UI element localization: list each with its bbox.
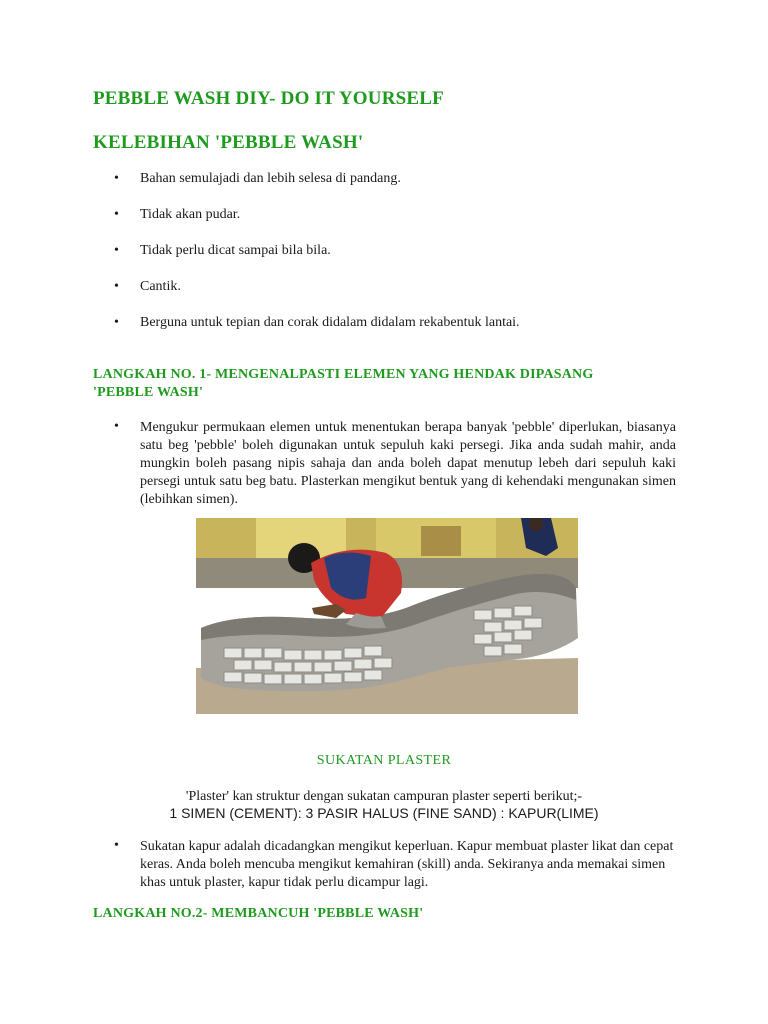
benefits-list — [0, 168, 768, 348]
plaster-note: Sukatan kapur adalah dicadangkan mengikut keperluan. Kapur membuat plaster likat dan cepat keras. Anda boleh mencuba mengikut kemahiran (skill) anda. Sekiranya anda memakai simen khas untuk plaster, kapur tidak perlu dicampur lagi. — [140, 839, 674, 890]
plaster-instruction: 'Plaster' kan struktur dengan sukatan campuran plaster seperti berikut;- — [185, 789, 583, 804]
list-item — [0, 240, 768, 276]
benefit-text: Tidak perlu dicat sampai bila bila. — [140, 243, 331, 258]
benefit-text: Tidak akan pudar. — [140, 207, 241, 222]
page-title: PEBBLE WASH DIY- DO IT YOURSELF — [93, 88, 444, 109]
list-item — [0, 312, 768, 348]
bullet-icon: • — [114, 171, 119, 186]
benefits-heading: KELEBIHAN 'PEBBLE WASH' — [93, 132, 364, 153]
bullet-icon: • — [114, 279, 119, 294]
list-item — [0, 168, 768, 204]
list-item — [0, 276, 768, 312]
bullet-icon: • — [114, 838, 119, 853]
benefit-text: Cantik. — [140, 279, 181, 294]
construction-photo — [196, 518, 578, 714]
bullet-icon: • — [114, 243, 119, 258]
step2-heading: LANGKAH NO.2- MEMBANCUH 'PEBBLE WASH' — [93, 906, 424, 921]
bullet-icon: • — [114, 207, 119, 222]
bullet-icon: • — [114, 419, 119, 434]
benefit-text: Berguna untuk tepian dan corak didalam didalam rekabentuk lantai. — [140, 315, 520, 330]
step1-heading: LANGKAH NO. 1- MENGENALPASTI ELEMEN YANG HENDAK DIPASANG 'PEBBLE WASH' — [93, 367, 594, 400]
plaster-ratio: 1 SIMEN (CEMENT): 3 PASIR HALUS (FINE SAND) : KAPUR(LIME) — [169, 805, 599, 821]
benefit-text: Bahan semulajadi dan lebih selesa di pandang. — [140, 171, 401, 186]
bullet-icon: • — [114, 315, 119, 330]
step1-paragraph: Mengukur permukaan elemen untuk menentukan berapa banyak 'pebble' diperlukan, biasanya satu beg 'pebble' boleh digunakan untuk sepuluh kaki persegi. Jika anda sudah mahir, anda mungkin boleh pasang nipis sahaja dan anda boleh dapat menutup lebeh dari sepuluh kaki persegi untuk satu beg batu. Plasterkan mengikut bentuk yang di kehendaki mengunakan simen (lebihkan simen). — [140, 420, 676, 507]
list-item — [0, 204, 768, 240]
plaster-heading: SUKATAN PLASTER — [316, 753, 452, 768]
